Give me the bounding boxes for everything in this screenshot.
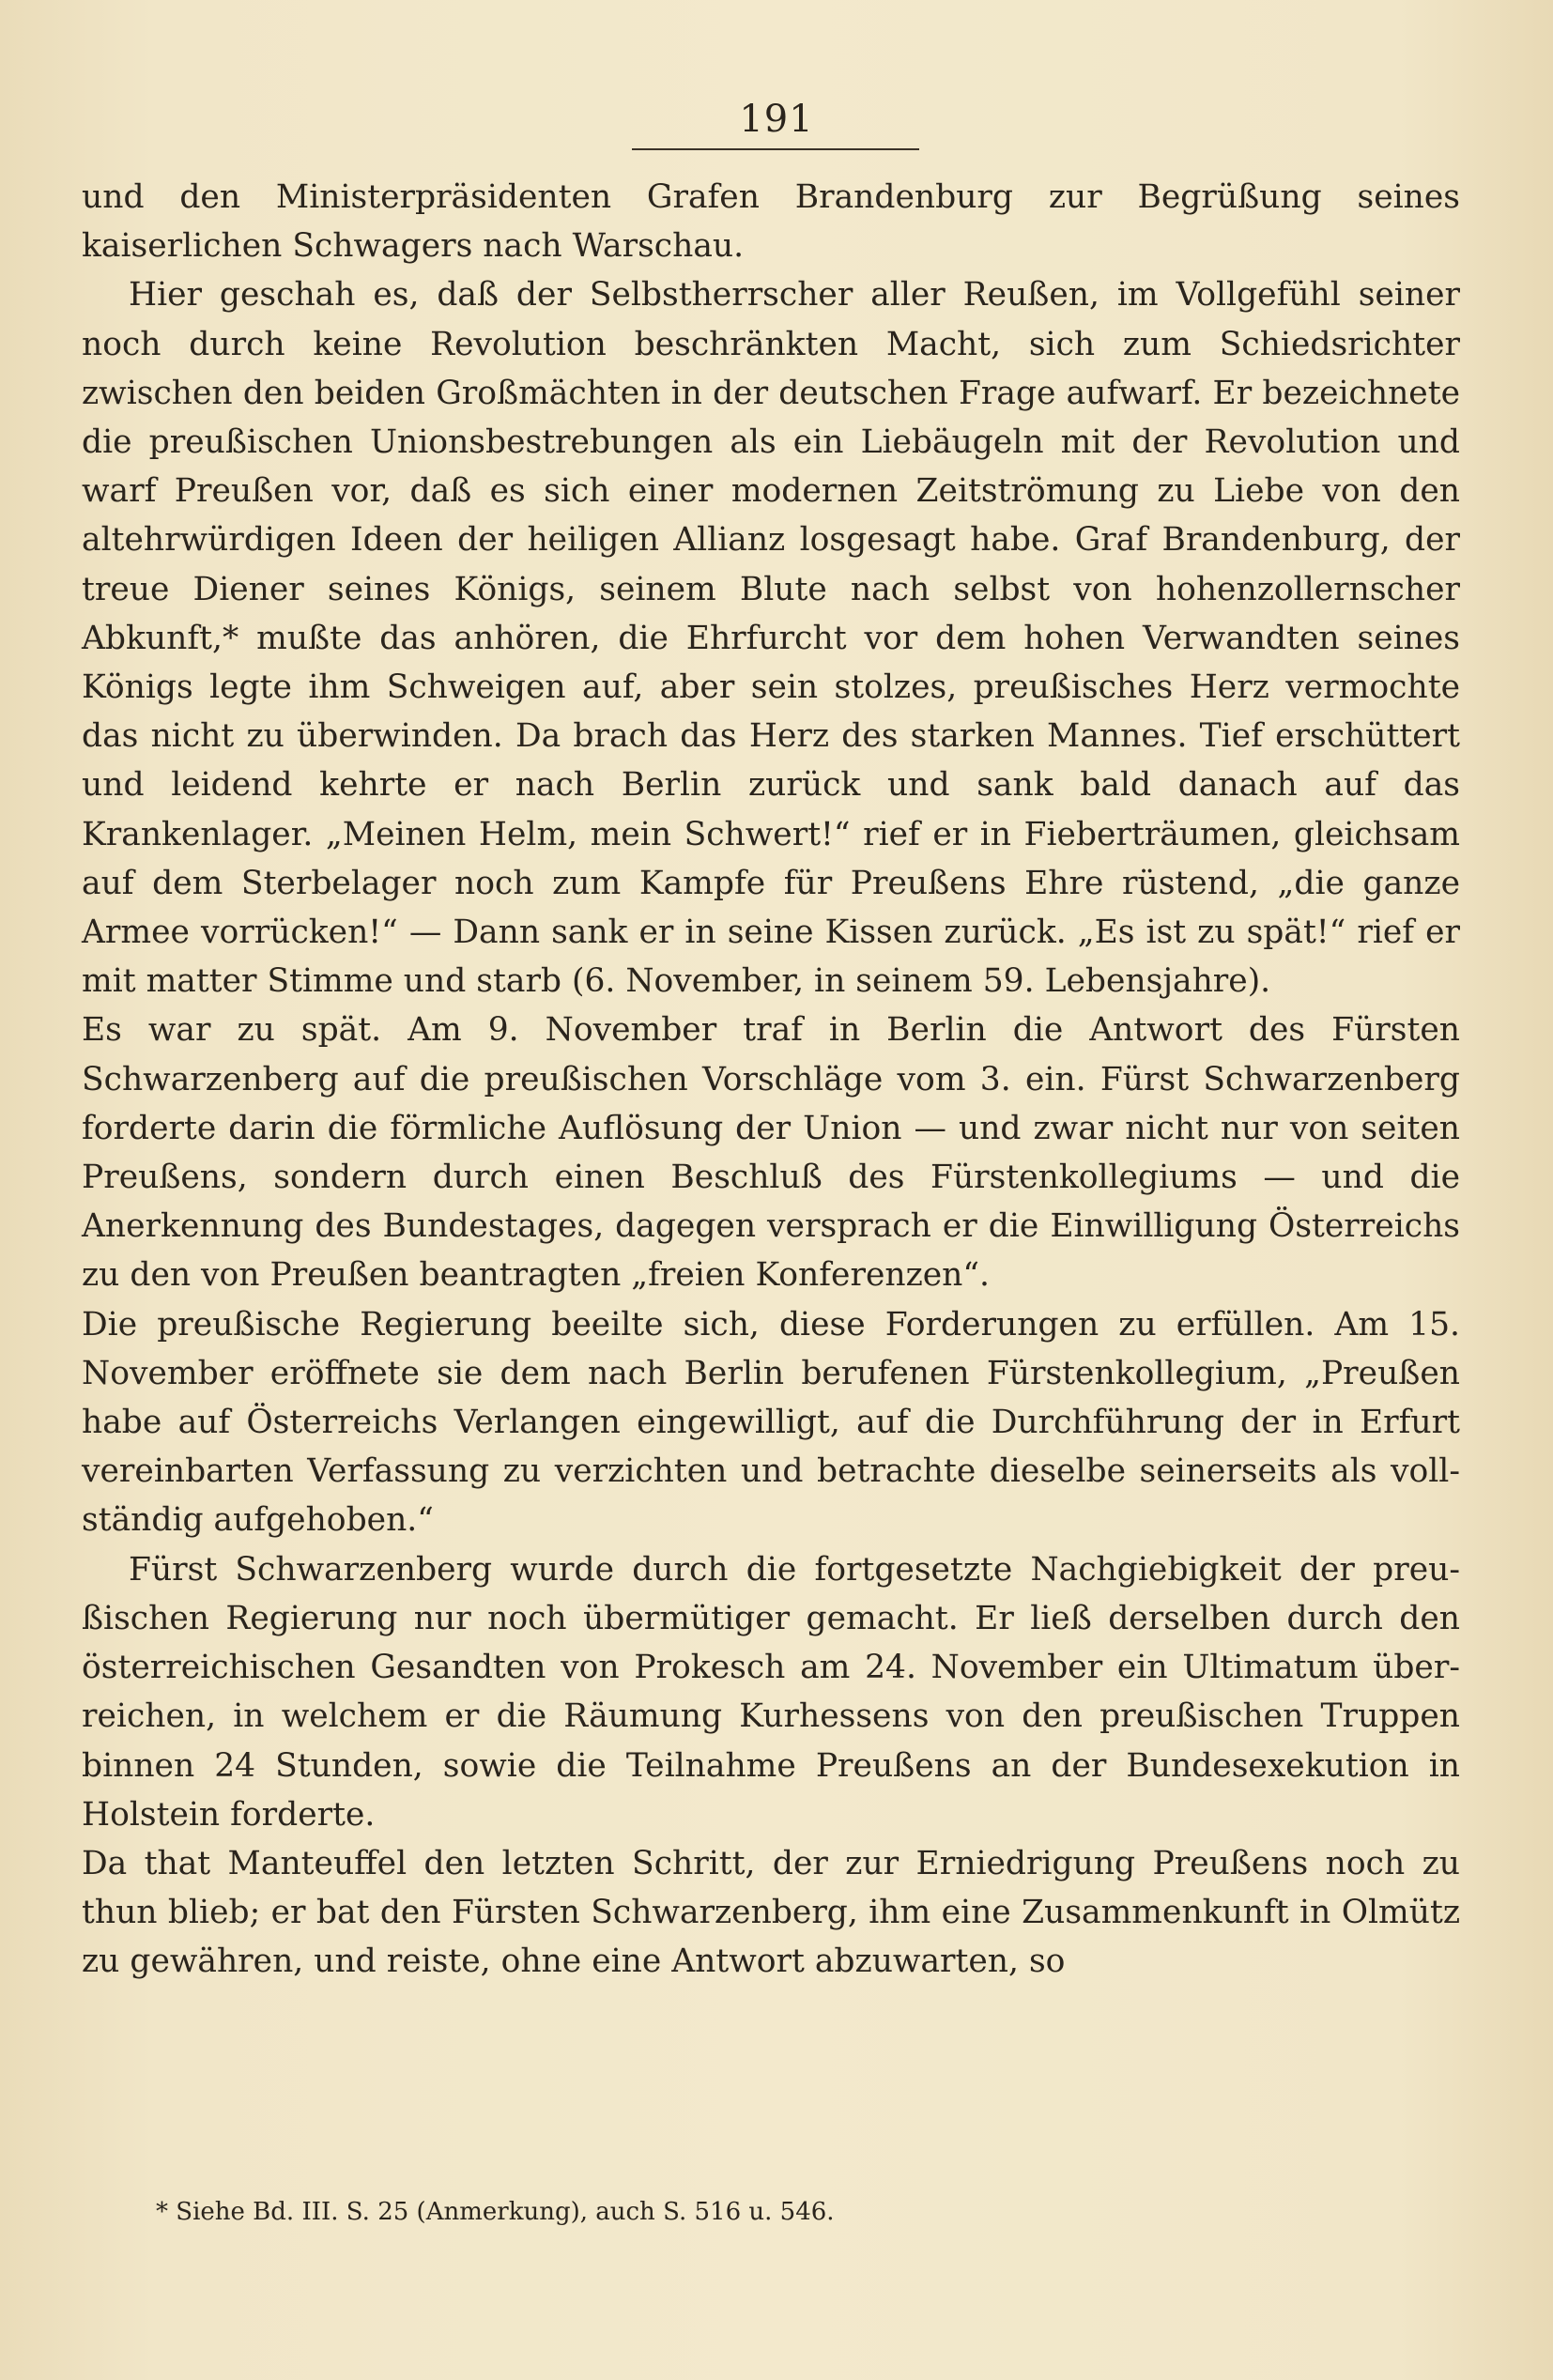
header-rule [632,148,919,150]
paragraph-4: Die preußische Regierung beeilte sich, diese Forderungen zu erfüllen. Am 15. November eröffnete sie dem nach Berlin berufenen Fürstenkollegium, „Preußen habe auf Österreichs Verlangen eingewilligt, auf die Durchführung der in Erfurt vereinbarten Verfassung zu verzichten und betrachte dieselbe seinerseits als vollständig aufgehoben.“ [82,1305,1460,1540]
page-number: 191 [739,98,814,141]
footnote: * Siehe Bd. III. S. 25 (Anmerkung), auch S. 516 u. 546. [156,2198,835,2226]
paragraph-1: und den Ministerpräsidenten Grafen Brandenburg zur Begrüßung seines kaiserlichen Schwagers nach Warschau. [82,178,1460,266]
paragraph-3: Es war zu spät. Am 9. November traf in Berlin die Antwort des Fürsten Schwarzenberg auf die preußischen Vorschläge vom 3. ein. Fürst Schwarzenberg forderte darin die förmliche Auflösung der Union — und zwar nicht nur von seiten Preußens, sondern durch einen Beschluß des Fürstenkollegiums — und die Anerkennung des Bundestages, dagegen versprach er die Einwilligung Österreichs zu den von Preußen beantragten „freien Konferenzen“. [82,1011,1460,1295]
paragraph-5: Fürst Schwarzenberg wurde durch die fortgesetzte Nachgiebigkeit der preußischen Regierung nur noch übermütiger gemacht. Er ließ derselben durch den österreichischen Gesandten von Prokesch am 24. November ein Ultimatum überreichen, in welchem er die Räumung Kurhessens von den preußischen Truppen binnen 24 Stunden, sowie die Teilnahme Preußens an der Bundesexekution in Holstein forderte. [82,1550,1460,1834]
paragraph-6: Da that Manteuffel den letzten Schritt, der zur Erniedrigung Preußens noch zu thun blieb; er bat den Fürsten Schwarzenberg, ihm eine Zusammenkunft in Olmütz zu gewähren, und reiste, ohne eine Antwort abzuwarten, so [82,1844,1460,1981]
paragraph-2: Hier geschah es, daß der Selbstherrscher aller Reußen, im Vollgefühl seiner noch durch keine Revolution beschränkten Macht, sich zum Schiedsrichter zwischen den beiden Großmächten in der deutschen Frage aufwarf. Er bezeichnete die preußischen Unionsbestrebungen als ein Liebäugeln mit der Revolution und warf Preußen vor, daß es sich einer modernen Zeitströmung zu Liebe von den altehrwürdigen Ideen der heiligen Allianz losgesagt habe. Graf Brandenburg, der treue Diener seines Königs, seinem Blute nach selbst von hohenzollernscher Abkunft,* mußte das anhören, die Ehrfurcht vor dem hohen Verwandten seines Königs legte ihm Schweigen auf, aber sein stolzes, preußisches Herz vermochte das nicht zu überwinden. Da brach das Herz des starken Mannes. Tief erschüttert und leidend kehrte er nach Berlin zurück und sank bald danach auf das Krankenlager. „Meinen Helm, mein Schwert!“ rief er in Fieberträumen, gleichsam auf dem Sterbelager noch zum Kampfe für Preußens Ehre rüstend, „die ganze Armee vorrücken!“ — Dann sank er in seine Kissen zurück. „Es ist zu spät!“ rief er mit matter Stimme und starb (6. November, in seinem 59. Lebensjahre). [82,276,1460,1001]
body-text [82,173,1460,1987]
